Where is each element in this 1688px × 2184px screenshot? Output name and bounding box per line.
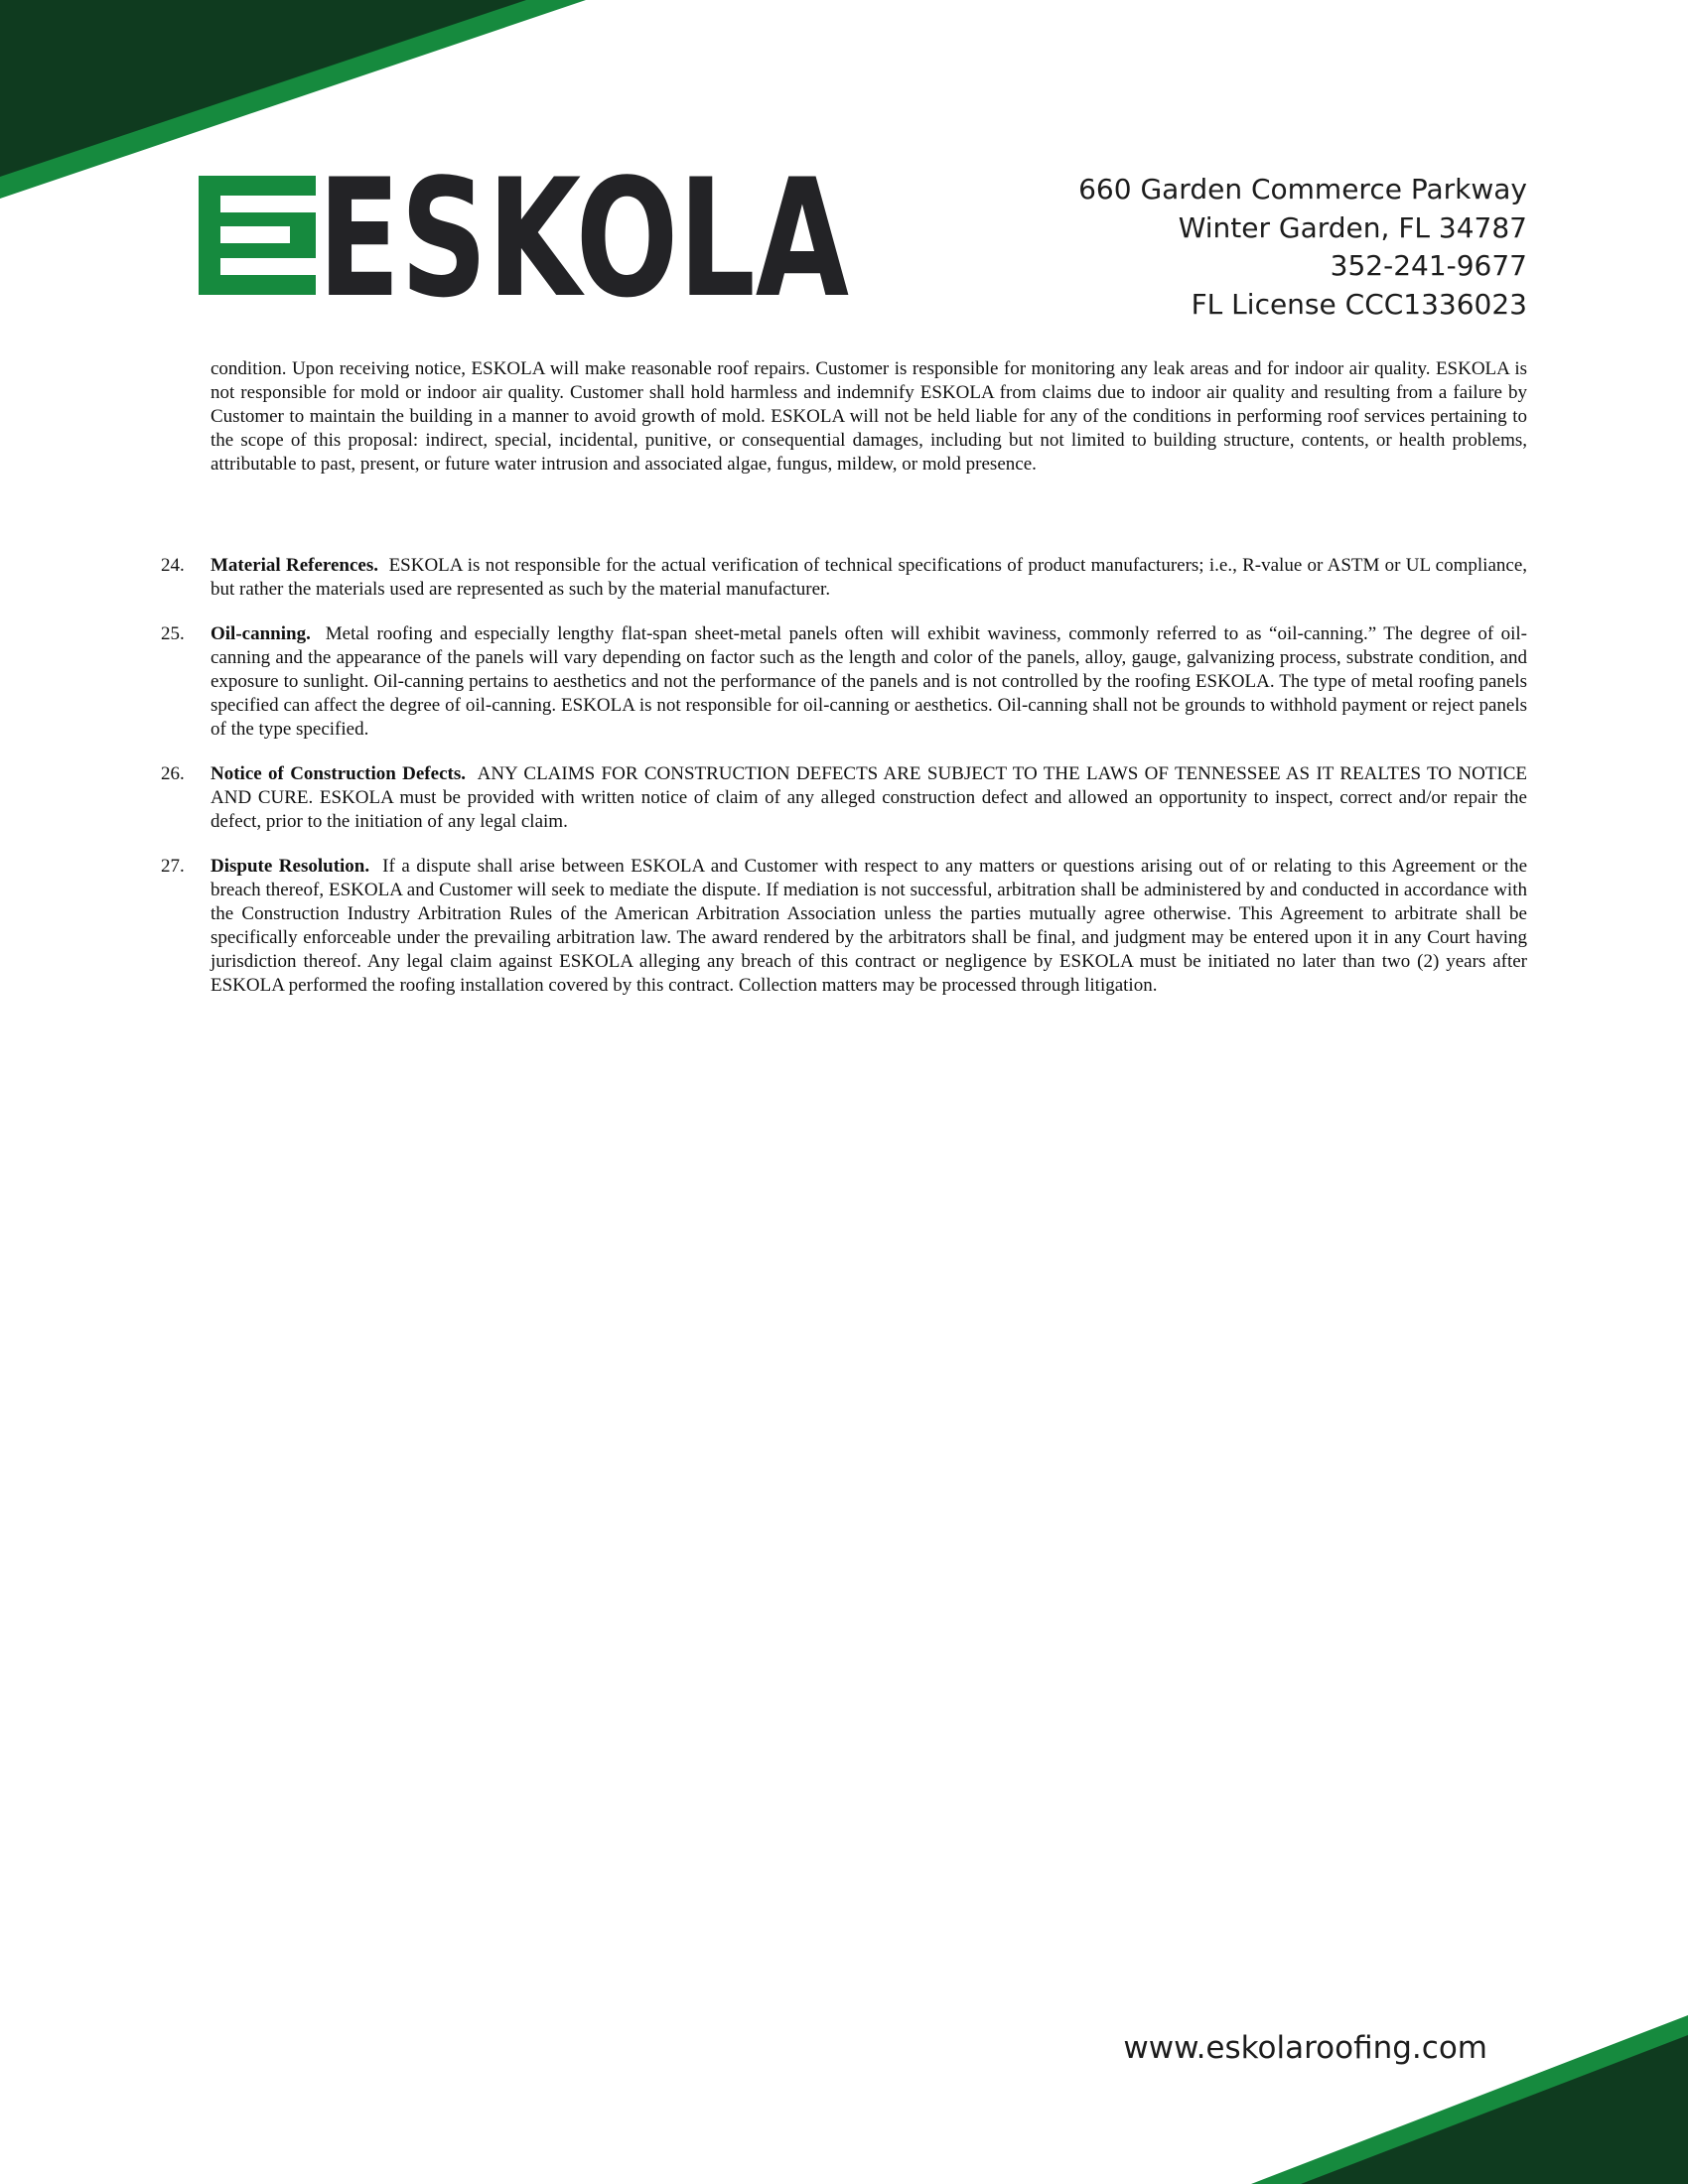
term-number: 27. — [161, 856, 185, 877]
term-title: Notice of Construction Defects. — [211, 763, 466, 784]
term-body — [211, 622, 1527, 742]
term-text: ESKOLA is not responsible for the actual verification of technical specifications of product manufacturers; i.e., R-value or ASTM or UL compliance, but rather the materials used are represented as such by the material manufacturer. — [211, 555, 1528, 600]
address-street: 660 Garden Commerce Parkway — [1078, 173, 1527, 205]
bottom-corner-decoration — [1192, 2015, 1688, 2184]
term-title: Oil-canning. — [211, 623, 311, 644]
address-city: Winter Garden, FL 34787 — [1178, 210, 1527, 244]
eskola-logo — [199, 144, 854, 334]
term-text: If a dispute shall arise between ESKOLA and Customer with respect to any matters or questions arising out of or relating to this Agreement or the breach thereof, ESKOLA and Customer will seek to mediate the dispute. If mediation is not successful, arbitration shall be administered by and conducted in accordance with the Construction Industry Arbitration Rules of the American Arbitration Association unless the parties mutually agree otherwise. This Agreement to arbitrate shall be specifically enforceable under the prevailing arbitration law. The award rendered by the arbitrators shall be final, and judgment may be entered upon it in any Court having jurisdiction thereof. Any legal claim against ESKOLA alleging any breach of this contract or negligence by ESKOLA must be initiated no later than two (2) years after ESKOLA performed the roofing installation covered by this contract. Collection matters may be processed through litigation. — [211, 856, 1528, 996]
term-body — [211, 554, 1527, 602]
term-body — [211, 855, 1527, 998]
term-number: 26. — [161, 763, 185, 784]
company-address — [1011, 171, 1527, 324]
term-number: 25. — [161, 623, 185, 644]
continued-paragraph: condition. Upon receiving notice, ESKOLA will make reasonable roof repairs. Customer is responsible for monitoring any leak areas and for indoor air quality. ESKOLA is not responsible for mold or indoor air quality. Customer shall hold harmless and indemnify ESKOLA from claims due to indoor air quality and resulting from a failure by Customer to maintain the building in a manner to avoid growth of mold. ESKOLA will not be held liable for any of the conditions in performing roof services pertaining to the scope of this proposal: indirect, special, incidental, punitive, or consequential damages, including but not limited to building structure, contents, or health problems, attributable to past, present, or future water intrusion and associated algae, fungus, mildew, or mold presence. — [211, 358, 1527, 475]
logo-wordmark: ESKOLA — [318, 144, 850, 334]
address-license: FL License CCC1336023 — [1191, 287, 1527, 321]
term-title: Dispute Resolution. — [211, 856, 370, 877]
term-number: 24. — [161, 555, 185, 576]
term-item-25 — [161, 622, 1527, 742]
term-item-27 — [161, 855, 1527, 998]
term-body — [211, 762, 1527, 834]
term-text: Metal roofing and especially lengthy flat-span sheet-metal panels often will exhibit waviness, commonly referred to as “oil-canning.” The degree of oil-canning and the appearance of the panels will vary depending on factor such as the length and color of the panels, alloy, gauge, galvanizing process, substrate condition, and exposure to sunlight. Oil-canning pertains to aesthetics and not the performance of the panels and is not controlled by the roofing ESKOLA. The type of metal roofing panels specified can affect the degree of oil-canning. ESKOLA is not responsible for oil-canning or aesthetics. Oil-canning shall not be grounds to withhold payment or reject panels of the type specified. — [211, 623, 1528, 740]
terms-content — [161, 357, 1527, 998]
term-title: Material References. — [211, 555, 378, 576]
term-item-26 — [161, 762, 1527, 834]
term-text: ANY CLAIMS FOR CONSTRUCTION DEFECTS ARE SUBJECT TO THE LAWS OF TENNESSEE AS IT REALTES TO NOTICE AND CURE. ESKOLA must be provided with written notice of claim of any alleged construction defect and allowed an opportunity to inspect, correct and/or repair the defect, prior to the initiation of any legal claim. — [211, 763, 1527, 832]
footer-website: www.eskolaroofing.com — [1123, 2030, 1487, 2066]
term-item-24 — [161, 554, 1527, 602]
address-phone: 352-241-9677 — [1330, 249, 1527, 282]
